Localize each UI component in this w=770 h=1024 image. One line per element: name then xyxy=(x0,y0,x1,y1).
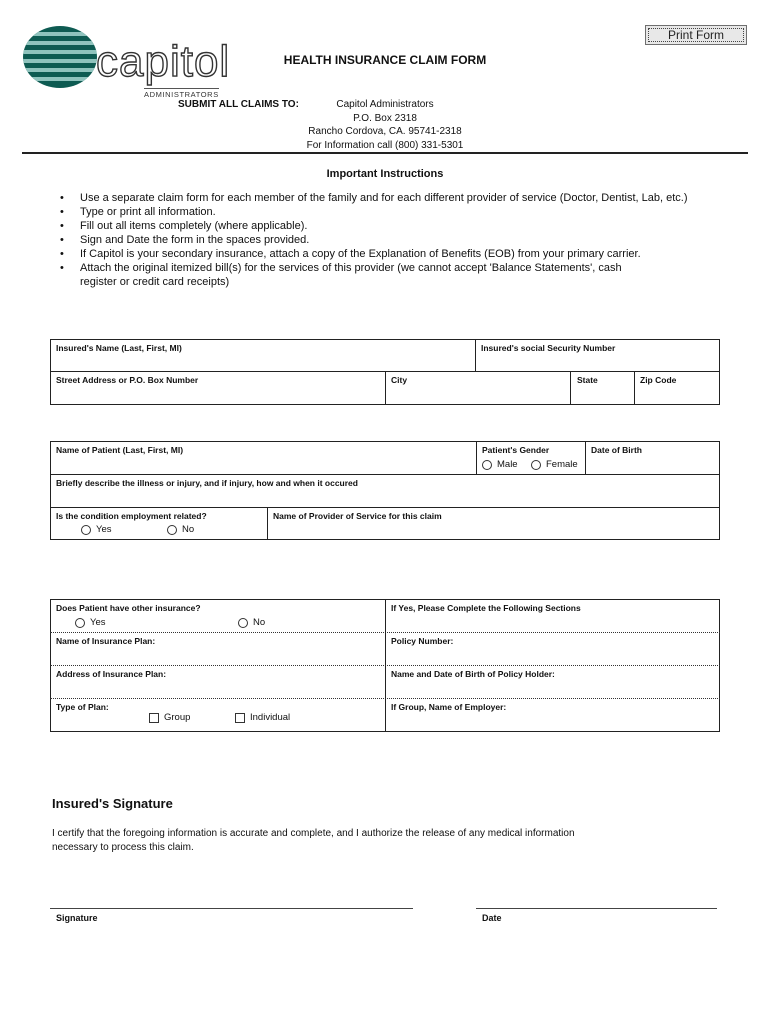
instruction-item: • Type or print all information. xyxy=(60,205,740,219)
employment-yes-radio[interactable] xyxy=(81,524,112,535)
certification-text: I certify that the foregoing information is accurate and complete, and I authorize the release of any medical information necessary to process this claim. xyxy=(52,828,575,853)
gender-female-radio[interactable] xyxy=(531,459,578,470)
option-label: Yes xyxy=(90,617,106,628)
policy-number-field[interactable]: Policy Number: xyxy=(391,636,454,646)
patient-section xyxy=(50,441,720,540)
patient-row-divider xyxy=(50,474,720,475)
patient-gender-label: Patient's Gender xyxy=(482,445,550,455)
checkbox-icon xyxy=(149,713,159,723)
option-label: Female xyxy=(546,459,578,470)
other-insurance-no-radio[interactable] xyxy=(238,617,265,628)
policy-holder-field[interactable]: Name and Date of Birth of Policy Holder: xyxy=(391,669,555,679)
cell-divider xyxy=(476,441,477,475)
radio-icon xyxy=(167,525,177,535)
logo-word: capitol xyxy=(96,37,231,86)
instruction-item: • Fill out all items completely (where applicable). xyxy=(60,219,740,233)
radio-icon xyxy=(81,525,91,535)
insured-name-field[interactable]: Insured's Name (Last, First, MI) xyxy=(56,343,182,353)
plan-type-label: Type of Plan: xyxy=(56,702,109,712)
date-line[interactable] xyxy=(476,908,717,909)
option-label: Individual xyxy=(250,712,291,723)
state-field[interactable]: State xyxy=(577,375,598,385)
other-insurance-question: Does Patient have other insurance? xyxy=(56,603,201,613)
radio-icon xyxy=(238,618,248,628)
radio-icon xyxy=(531,460,541,470)
signature-heading: Insured's Signature xyxy=(52,796,173,811)
insurance-plan-name-field[interactable]: Name of Insurance Plan: xyxy=(56,636,156,646)
radio-icon xyxy=(482,460,492,470)
gender-male-radio[interactable] xyxy=(482,459,518,470)
logo-subtitle: ADMINISTRATORS xyxy=(144,90,219,99)
employment-related-label: Is the condition employment related? xyxy=(56,511,207,521)
option-label: Yes xyxy=(96,524,112,535)
cell-divider xyxy=(267,507,268,540)
provider-name-field[interactable]: Name of Provider of Service for this claim xyxy=(273,511,442,521)
address-line: P.O. Box 2318 xyxy=(353,112,417,124)
other-insurance-yes-radio[interactable] xyxy=(75,617,106,628)
date-label: Date xyxy=(482,913,502,923)
insured-ssn-field[interactable]: Insured's social Security Number xyxy=(481,343,616,353)
instruction-item: • Sign and Date the form in the spaces provided. xyxy=(60,233,740,247)
patient-row-divider xyxy=(50,507,720,508)
address-line: For Information call (800) 331-5301 xyxy=(306,139,464,151)
checkbox-icon xyxy=(235,713,245,723)
plan-type-individual-checkbox[interactable] xyxy=(235,712,290,723)
address-line: Capitol Administrators xyxy=(336,99,434,110)
submit-claims-label: SUBMIT ALL CLAIMS TO: xyxy=(178,99,299,110)
employer-name-field[interactable]: If Group, Name of Employer: xyxy=(391,702,507,712)
instructions-title: Important Instructions xyxy=(326,168,444,180)
signature-label: Signature xyxy=(56,913,98,923)
header-divider xyxy=(22,152,748,154)
plan-type-group-checkbox[interactable] xyxy=(149,712,190,723)
illness-description-field[interactable]: Briefly describe the illness or injury, and if injury, how and when it occured xyxy=(56,478,358,488)
instructions-list xyxy=(60,191,740,289)
option-label: Male xyxy=(497,459,518,470)
employment-no-radio[interactable] xyxy=(167,524,194,535)
date-of-birth-field[interactable]: Date of Birth xyxy=(591,445,642,455)
mailing-address xyxy=(296,98,474,152)
patient-name-field[interactable]: Name of Patient (Last, First, MI) xyxy=(56,445,184,455)
cell-divider xyxy=(475,339,476,372)
insurance-plan-address-field[interactable]: Address of Insurance Plan: xyxy=(56,669,167,679)
cell-divider xyxy=(585,441,586,475)
cell-divider xyxy=(385,371,386,405)
option-label: Group xyxy=(164,712,191,723)
zip-code-field[interactable]: Zip Code xyxy=(640,375,677,385)
print-form-button[interactable]: Print Form xyxy=(645,25,747,45)
instruction-item: • If Capitol is your secondary insurance, attach a copy of the Explanation of Benefits (EOB) from your primary carrier. xyxy=(60,247,740,261)
instruction-item: • Use a separate claim form for each member of the family and for each different provider of service (Doctor, Dentist, Lab, etc.) xyxy=(60,191,740,205)
instruction-item: • Attach the original itemized bill(s) for the services of this provider (we cannot accept 'Balance Statements', cash register or credit card receipts) xyxy=(60,261,640,289)
street-address-field[interactable]: Street Address or P.O. Box Number xyxy=(56,375,199,385)
signature-line[interactable] xyxy=(50,908,413,909)
city-field[interactable]: City xyxy=(391,375,408,385)
option-label: No xyxy=(253,617,266,628)
radio-icon xyxy=(75,618,85,628)
cell-divider xyxy=(570,371,571,405)
if-yes-label: If Yes, Please Complete the Following Sections xyxy=(391,603,581,613)
cell-divider xyxy=(385,599,386,732)
option-label: No xyxy=(182,524,195,535)
form-title: HEALTH INSURANCE CLAIM FORM xyxy=(283,53,487,67)
cell-divider xyxy=(634,371,635,405)
address-line: Rancho Cordova, CA. 95741-2318 xyxy=(308,126,462,137)
